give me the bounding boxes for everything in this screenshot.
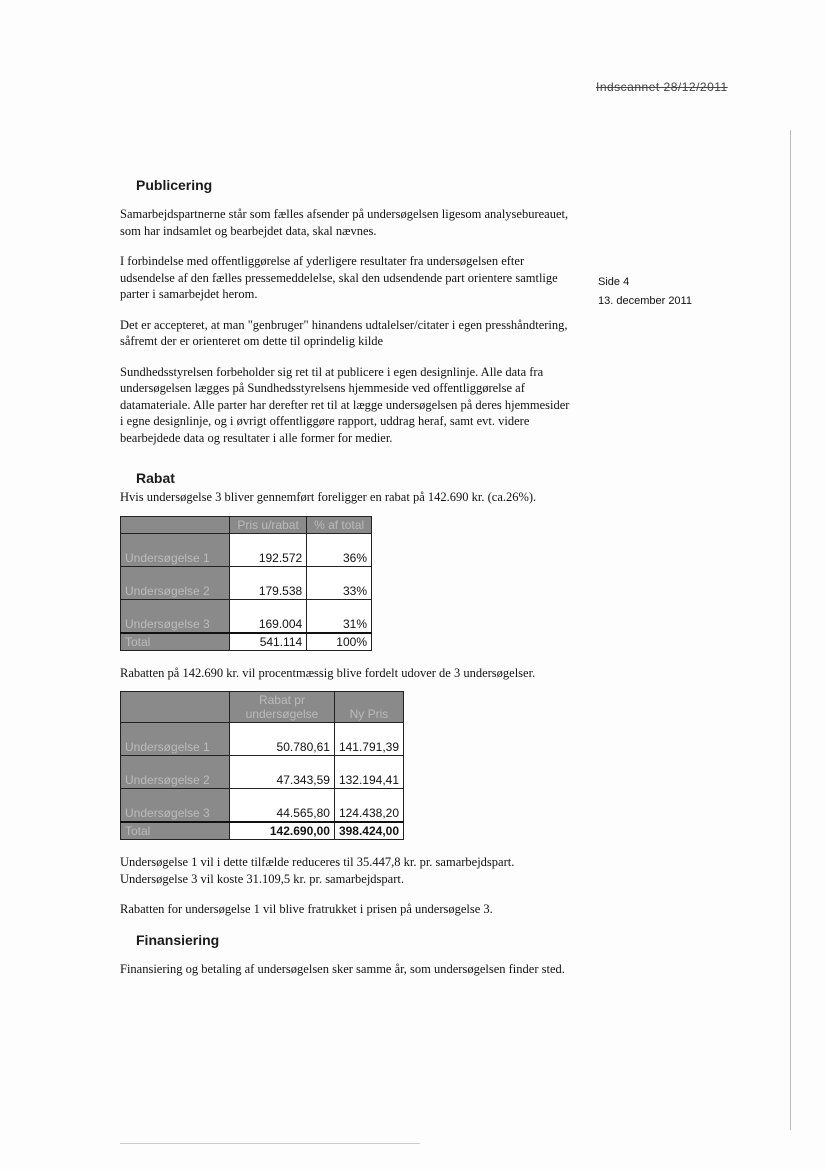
table-row — [121, 756, 404, 789]
cell: 47.343,59 — [230, 756, 335, 789]
cell: 192.572 — [230, 533, 307, 566]
cell: 124.438,20 — [334, 789, 403, 823]
discount-table — [120, 691, 404, 840]
row-label: Total — [121, 633, 230, 651]
cell: 50.780,61 — [230, 723, 335, 756]
column-header: Pris u/rabat — [230, 516, 307, 533]
row-label: Undersøgelse 1 — [121, 723, 230, 756]
table-row — [121, 533, 372, 566]
paragraph: Sundhedsstyrelsen forbeholder sig ret til at publicere i egen designlinje. Alle data fra undersøgelsen lægges på Sundhedsstyrelsens hjemmeside ved offentliggørelse af datamateriale. Alle parter har derefter ret til at lægge undersøgelsen på deres hjemmesider i egne designlinje, og i øvrigt offentliggøre rapport, uddrag heraf, samt evt. videre bearbejdede data og resultater i alle former for medier. — [120, 364, 570, 445]
cell: 36% — [307, 533, 372, 566]
cell: 142.690,00 — [230, 822, 335, 840]
row-label: Undersøgelse 2 — [121, 756, 230, 789]
column-header: % af total — [307, 516, 372, 533]
paragraph: Det er accepteret, at man "genbruger" hinandens udtalelser/citater i egen presshåndtering, såfremt der er orienteret om dette til oprindelig kilde — [120, 317, 568, 348]
document-body — [120, 177, 570, 991]
cell: 179.538 — [230, 566, 307, 599]
table-row — [121, 723, 404, 756]
scan-stamp: Indscannet 28/12/2011 — [596, 80, 728, 94]
table-row — [121, 789, 404, 823]
cell: 169.004 — [230, 599, 307, 633]
column-header — [121, 692, 230, 723]
paragraph: Finansiering og betaling af undersøgelsen sker samme år, som undersøgelsen finder sted. — [120, 961, 565, 976]
total-row — [121, 633, 372, 651]
cell: 33% — [307, 566, 372, 599]
table-row — [121, 566, 372, 599]
row-label: Undersøgelse 3 — [121, 789, 230, 823]
paragraph: Samarbejdspartnerne står som fælles afsender på undersøgelsen ligesom analysebureauet, som har indsamlet og bearbejdet data, skal nævnes. — [120, 207, 569, 238]
cell: 541.114 — [230, 633, 307, 651]
column-header: Ny Pris — [334, 692, 403, 723]
cell: 132.194,41 — [334, 756, 403, 789]
cell: 398.424,00 — [334, 822, 403, 840]
paragraph: Rabatten på 142.690 kr. vil procentmæssig blive fordelt udover de 3 undersøgelser. — [120, 665, 536, 680]
cell: 44.565,80 — [230, 789, 335, 823]
cell: 141.791,39 — [334, 723, 403, 756]
column-header: Rabat pr undersøgelse — [230, 692, 335, 723]
price-table — [120, 516, 372, 651]
cell: 100% — [307, 633, 372, 651]
heading-rabat: Rabat — [136, 470, 175, 486]
scan-edge-line — [790, 130, 791, 1130]
document-date: 13. december 2011 — [598, 295, 692, 307]
paragraph: Rabatten for undersøgelse 1 vil blive fratrukket i prisen på undersøgelse 3. — [120, 902, 493, 916]
row-label: Undersøgelse 3 — [121, 599, 230, 633]
paragraph: Hvis undersøgelse 3 bliver gennemført foreligger en rabat på 142.690 kr. (ca.26%). — [120, 490, 537, 504]
total-row — [121, 822, 404, 840]
table-row — [121, 599, 372, 633]
row-label: Undersøgelse 1 — [121, 533, 230, 566]
paragraph: Undersøgelse 1 vil i dette tilfælde reduceres til 35.447,8 kr. pr. samarbejdspart. Undersøgelse 3 vil koste 31.109,5 kr. pr. samarbejdspart. — [120, 855, 515, 886]
scan-edge-line — [120, 1143, 420, 1144]
heading-publicering: Publicering — [136, 177, 213, 193]
row-label: Undersøgelse 2 — [121, 566, 230, 599]
page-number: Side 4 — [598, 276, 630, 288]
paragraph: I forbindelse med offentliggørelse af yderligere resultater fra undersøgelsen efter udsendelse af den fælles pressemeddelelse, skal den udsendende part orientere samtlige parter i samarbejdet herom. — [120, 254, 558, 301]
cell: 31% — [307, 599, 372, 633]
heading-finansiering: Finansiering — [136, 931, 220, 948]
column-header — [121, 516, 230, 533]
row-label: Total — [121, 822, 230, 840]
